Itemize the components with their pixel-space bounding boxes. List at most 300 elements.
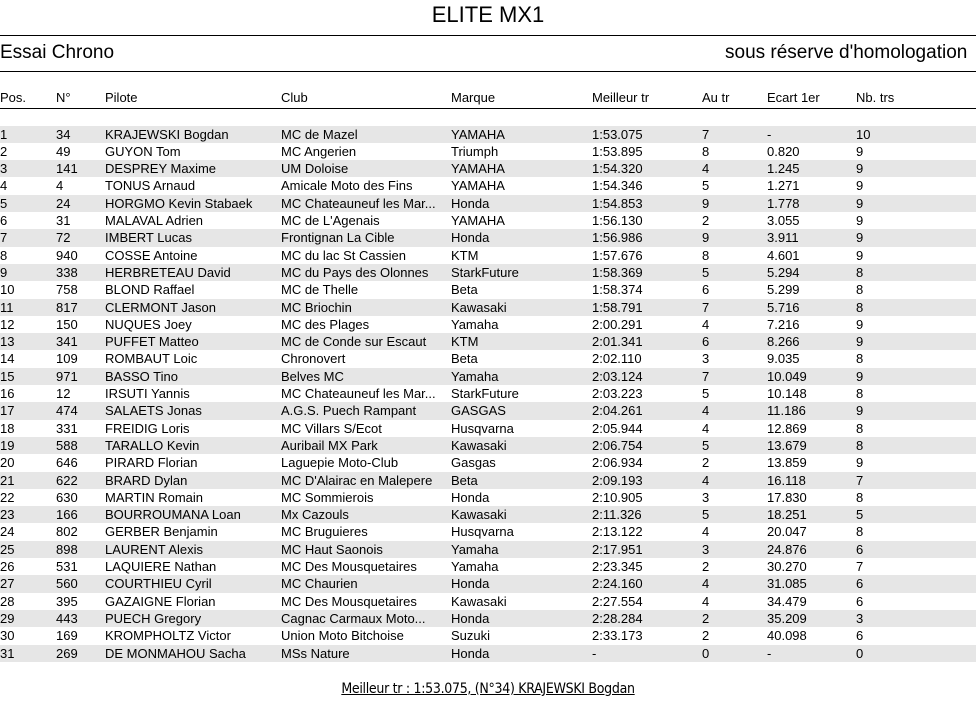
cell-pilot: BASSO Tino	[105, 368, 178, 384]
cell-pos: 17	[0, 403, 15, 419]
cell-brand: Husqvarna	[451, 420, 514, 436]
cell-num: 141	[56, 161, 78, 177]
cell-pos: 14	[0, 351, 15, 367]
cell-laps: 8	[856, 437, 864, 453]
best-lap-summary	[0, 680, 976, 697]
cell-num: 12	[56, 386, 71, 401]
table-row	[0, 316, 976, 333]
cell-pos: 6	[0, 213, 8, 228]
cell-lap: 2	[702, 455, 710, 471]
cell-gap: 0.820	[767, 143, 800, 159]
cell-pilot: GUYON Tom	[105, 143, 181, 159]
cell-num: 169	[56, 628, 78, 644]
cell-pos: 28	[0, 593, 15, 609]
cell-best: 1:54.346	[592, 178, 643, 194]
cell-brand: Honda	[451, 645, 490, 661]
cell-num: 758	[56, 282, 78, 298]
cell-laps: 9	[856, 161, 864, 177]
cell-lap: 4	[702, 472, 710, 488]
cell-num: 150	[56, 316, 78, 332]
cell-best: 2:23.345	[592, 559, 643, 574]
cell-gap: 1.245	[767, 161, 800, 177]
cell-laps: 8	[856, 386, 864, 401]
cell-lap: 4	[702, 420, 710, 436]
cell-gap: 1.271	[767, 178, 800, 194]
cell-brand: Kawasaki	[451, 437, 507, 453]
cell-club: MC du lac St Cassien	[281, 247, 406, 263]
session-name: Essai Chrono	[0, 42, 115, 63]
cell-num: 531	[56, 559, 78, 574]
cell-laps: 8	[856, 524, 864, 540]
header-pilot: Pilote	[105, 90, 138, 105]
cell-gap: 18.251	[767, 507, 807, 523]
cell-club: Auribail MX Park	[281, 437, 378, 453]
cell-brand: StarkFuture	[451, 386, 519, 401]
cell-club: Amicale Moto des Fins	[281, 178, 413, 194]
cell-pilot: LAQUIERE Nathan	[105, 559, 217, 574]
cell-lap: 3	[702, 351, 710, 367]
cell-best: -	[592, 645, 597, 661]
cell-brand: Honda	[451, 576, 490, 592]
cell-num: 34	[56, 126, 71, 142]
cell-club: MC Des Mousquetaires	[281, 593, 417, 609]
cell-club: MC Chaurien	[281, 576, 358, 592]
cell-lap: 5	[702, 178, 710, 194]
cell-club: Union Moto Bitchoise	[281, 628, 404, 644]
cell-num: 338	[56, 264, 78, 280]
cell-num: 940	[56, 247, 78, 263]
homologation-note: sous réserve d'homologation	[725, 42, 968, 63]
header-pos: Pos.	[0, 90, 27, 105]
cell-club: MC de Thelle	[281, 282, 359, 298]
cell-num: 269	[56, 645, 78, 661]
cell-pos: 25	[0, 541, 15, 557]
cell-best: 2:33.173	[592, 628, 643, 644]
cell-gap: 10.148	[767, 386, 807, 401]
cell-gap: 10.049	[767, 368, 807, 384]
cell-pos: 19	[0, 437, 15, 453]
cell-lap: 5	[702, 386, 710, 401]
cell-pilot: ROMBAUT Loic	[105, 351, 198, 367]
page-title: ELITE MX1	[431, 2, 545, 27]
cell-pilot: DESPREY Maxime	[105, 161, 217, 177]
table-row	[0, 627, 976, 644]
cell-best: 2:03.223	[592, 386, 643, 401]
cell-gap: 11.186	[767, 403, 806, 419]
cell-gap: 12.869	[767, 420, 807, 436]
table-row	[0, 126, 976, 143]
cell-club: Frontignan La Cible	[281, 230, 395, 246]
cell-laps: 9	[856, 316, 864, 332]
cell-club: MSs Nature	[281, 645, 350, 661]
cell-pos: 8	[0, 247, 8, 263]
table-row	[0, 160, 976, 177]
cell-best: 2:10.905	[592, 489, 643, 505]
cell-club: Cagnac Carmaux Moto...	[281, 610, 426, 626]
cell-num: 802	[56, 524, 78, 540]
table-row	[0, 350, 976, 367]
cell-pilot: PUFFET Matteo	[105, 334, 199, 350]
cell-best: 1:54.853	[592, 195, 643, 211]
cell-gap: 5.294	[767, 264, 800, 280]
header-best-lap: Meilleur tr	[592, 90, 650, 105]
cell-brand: Kawasaki	[451, 299, 507, 315]
header-club: Club	[281, 90, 308, 105]
table-row	[0, 385, 976, 402]
cell-pos: 30	[0, 628, 15, 644]
best-lap-text: Meilleur tr : 1:53.075, (N°34) KRAJEWSKI Bogdan	[341, 681, 635, 697]
cell-pos: 4	[0, 178, 8, 194]
cell-num: 109	[56, 351, 78, 367]
cell-club: MC du Pays des Olonnes	[281, 264, 429, 280]
cell-lap: 2	[702, 213, 710, 228]
table-row	[0, 489, 976, 506]
cell-lap: 4	[702, 576, 710, 592]
cell-club: MC Chateauneuf les Mar...	[281, 386, 436, 401]
cell-num: 331	[56, 420, 78, 436]
cell-lap: 4	[702, 524, 710, 540]
header-on-lap: Au tr	[702, 90, 730, 105]
cell-pilot: BOURROUMANA Loan	[105, 507, 241, 523]
cell-pos: 22	[0, 489, 15, 505]
cell-club: MC Haut Saonois	[281, 541, 383, 557]
cell-lap: 8	[702, 247, 710, 263]
table-row	[0, 472, 976, 489]
cell-brand: Husqvarna	[451, 524, 514, 540]
cell-gap: 3.911	[767, 230, 799, 246]
cell-best: 1:56.986	[592, 230, 643, 246]
cell-club: MC Angerien	[281, 143, 357, 159]
table-row	[0, 402, 976, 419]
cell-best: 1:58.374	[592, 282, 643, 298]
cell-brand: Suzuki	[451, 628, 491, 644]
cell-brand: KTM	[451, 247, 479, 263]
cell-pilot: GERBER Benjamin	[105, 524, 218, 540]
cell-num: 443	[56, 610, 78, 626]
cell-brand: StarkFuture	[451, 264, 519, 280]
cell-best: 2:02.110	[592, 351, 642, 367]
cell-club: MC des Plages	[281, 316, 370, 332]
cell-pilot: GAZAIGNE Florian	[105, 593, 216, 609]
table-row	[0, 523, 976, 540]
cell-pilot: DE MONMAHOU Sacha	[105, 645, 246, 661]
header-laps: Nb. trs	[856, 90, 895, 105]
cell-num: 898	[56, 541, 78, 557]
cell-gap: 20.047	[767, 524, 807, 540]
cell-num: 341	[56, 334, 78, 350]
cell-brand: Beta	[451, 282, 478, 298]
table-row	[0, 454, 976, 471]
cell-num: 31	[56, 213, 71, 228]
cell-best: 1:53.895	[592, 143, 643, 159]
cell-gap: 13.679	[767, 437, 807, 453]
cell-pos: 12	[0, 316, 15, 332]
cell-num: 630	[56, 489, 78, 505]
cell-lap: 3	[702, 489, 710, 505]
table-row	[0, 229, 976, 246]
table-row	[0, 143, 976, 160]
cell-pos: 10	[0, 282, 15, 298]
cell-pos: 21	[0, 472, 15, 488]
session-divider	[0, 71, 976, 72]
cell-pos: 9	[0, 264, 8, 280]
table-row	[0, 281, 976, 298]
cell-club: UM Doloise	[281, 161, 349, 177]
cell-brand: YAMAHA	[451, 161, 505, 177]
cell-gap: 16.118	[767, 472, 806, 488]
cell-best: 1:58.369	[592, 264, 643, 280]
cell-lap: 6	[702, 282, 710, 298]
header-divider	[0, 108, 976, 109]
cell-brand: YAMAHA	[451, 126, 505, 142]
cell-laps: 9	[856, 178, 864, 194]
cell-pilot: CLERMONT Jason	[105, 299, 217, 315]
table-row	[0, 541, 976, 558]
cell-brand: KTM	[451, 334, 479, 350]
cell-best: 2:04.261	[592, 403, 643, 419]
cell-pilot: PUECH Gregory	[105, 610, 202, 626]
cell-best: 2:00.291	[592, 316, 643, 332]
cell-lap: 0	[702, 645, 710, 661]
cell-best: 2:05.944	[592, 420, 643, 436]
cell-pilot: HORGMO Kevin Stabaek	[105, 195, 253, 211]
cell-club: MC Bruguieres	[281, 524, 368, 540]
cell-club: MC de Conde sur Escaut	[281, 334, 427, 350]
cell-gap: 40.098	[767, 628, 807, 644]
cell-club: MC Sommierois	[281, 489, 374, 505]
cell-pos: 27	[0, 576, 15, 592]
cell-pilot: BLOND Raffael	[105, 282, 195, 298]
cell-gap: 35.209	[767, 610, 807, 626]
cell-pos: 16	[0, 386, 15, 401]
cell-gap: 17.830	[767, 489, 807, 505]
cell-pos: 5	[0, 195, 8, 211]
cell-best: 2:06.934	[592, 455, 643, 471]
cell-num: 72	[56, 230, 71, 246]
cell-pilot: IMBERT Lucas	[105, 230, 192, 246]
table-row	[0, 610, 976, 627]
cell-pilot: TARALLO Kevin	[105, 437, 200, 453]
cell-laps: 9	[856, 195, 864, 211]
cell-num: 971	[56, 368, 78, 384]
table-row	[0, 575, 976, 592]
cell-brand: GASGAS	[451, 403, 506, 419]
cell-brand: Yamaha	[451, 316, 499, 332]
cell-club: MC Briochin	[281, 299, 352, 315]
cell-gap: -	[767, 126, 772, 142]
cell-pos: 20	[0, 455, 15, 471]
cell-pos: 2	[0, 143, 8, 159]
table-row	[0, 299, 976, 316]
cell-pos: 1	[0, 126, 8, 142]
cell-club: A.G.S. Puech Rampant	[281, 403, 417, 419]
cell-num: 395	[56, 593, 78, 609]
cell-gap: 34.479	[767, 593, 807, 609]
cell-pilot: NUQUES Joey	[105, 316, 192, 332]
table-row	[0, 593, 976, 610]
cell-pilot: PIRARD Florian	[105, 455, 198, 471]
cell-club: MC Chateauneuf les Mar...	[281, 195, 436, 211]
cell-pilot: LAURENT Alexis	[105, 541, 204, 557]
cell-brand: Honda	[451, 610, 490, 626]
table-row	[0, 212, 976, 229]
cell-brand: Honda	[451, 489, 490, 505]
cell-gap: -	[767, 645, 772, 661]
cell-pos: 13	[0, 334, 15, 350]
cell-pos: 3	[0, 161, 8, 177]
cell-pos: 11	[0, 299, 14, 315]
cell-club: MC D'Alairac en Malepere	[281, 472, 433, 488]
cell-laps: 0	[856, 645, 864, 661]
cell-laps: 7	[856, 559, 864, 574]
cell-laps: 9	[856, 455, 864, 471]
cell-gap: 8.266	[767, 334, 800, 350]
cell-best: 1:58.791	[592, 299, 643, 315]
cell-pos: 15	[0, 368, 15, 384]
header-num: N°	[56, 90, 71, 105]
cell-lap: 4	[702, 161, 710, 177]
cell-club: Mx Cazouls	[281, 507, 349, 523]
cell-pilot: HERBRETEAU David	[105, 264, 231, 280]
cell-lap: 2	[702, 559, 710, 574]
cell-pilot: MALAVAL Adrien	[105, 213, 204, 228]
header-gap: Ecart 1er	[767, 90, 820, 105]
cell-pos: 26	[0, 559, 15, 574]
cell-laps: 9	[856, 334, 864, 350]
table-row	[0, 645, 976, 662]
cell-brand: Yamaha	[451, 541, 499, 557]
cell-laps: 8	[856, 420, 864, 436]
cell-gap: 24.876	[767, 541, 807, 557]
cell-club: Chronovert	[281, 351, 346, 367]
cell-lap: 3	[702, 541, 710, 557]
header-brand: Marque	[451, 90, 496, 105]
cell-lap: 4	[702, 593, 710, 609]
cell-laps: 6	[856, 541, 864, 557]
cell-laps: 6	[856, 593, 864, 609]
cell-best: 2:03.124	[592, 368, 643, 384]
cell-lap: 6	[702, 334, 710, 350]
cell-lap: 2	[702, 628, 710, 644]
cell-lap: 2	[702, 610, 710, 626]
cell-lap: 5	[702, 507, 710, 523]
cell-laps: 8	[856, 282, 864, 298]
cell-lap: 7	[702, 368, 710, 384]
cell-best: 2:01.341	[592, 334, 643, 350]
cell-brand: Honda	[451, 230, 490, 246]
cell-pilot: TONUS Arnaud	[105, 178, 196, 194]
cell-pilot: COSSE Antoine	[105, 247, 198, 263]
cell-laps: 9	[856, 213, 864, 228]
cell-laps: 5	[856, 507, 864, 523]
table-row	[0, 506, 976, 523]
cell-gap: 7.216	[767, 316, 800, 332]
cell-club: MC de Mazel	[281, 126, 358, 142]
cell-lap: 9	[702, 230, 710, 246]
cell-laps: 9	[856, 403, 864, 419]
cell-best: 2:06.754	[592, 437, 643, 453]
cell-brand: Beta	[451, 351, 478, 367]
cell-laps: 6	[856, 628, 864, 644]
table-row	[0, 333, 976, 350]
cell-best: 2:13.122	[592, 524, 643, 540]
cell-num: 474	[56, 403, 78, 419]
cell-pos: 29	[0, 610, 15, 626]
cell-lap: 9	[702, 195, 710, 211]
cell-laps: 8	[856, 351, 864, 367]
cell-club: Belves MC	[281, 368, 344, 384]
cell-pilot: COURTHIEU Cyril	[105, 576, 212, 592]
cell-num: 49	[56, 143, 71, 159]
cell-laps: 8	[856, 299, 864, 315]
cell-gap: 9.035	[767, 351, 800, 367]
cell-club: MC de L'Agenais	[281, 213, 380, 228]
table-row	[0, 195, 976, 212]
cell-laps: 10	[856, 126, 871, 142]
cell-best: 1:57.676	[592, 247, 643, 263]
cell-laps: 9	[856, 368, 864, 384]
cell-num: 560	[56, 576, 78, 592]
cell-pilot: FREIDIG Loris	[105, 420, 190, 436]
cell-gap: 13.859	[767, 455, 807, 471]
cell-best: 1:53.075	[592, 126, 643, 142]
cell-gap: 4.601	[767, 247, 800, 263]
cell-best: 2:27.554	[592, 593, 643, 609]
cell-laps: 9	[856, 230, 864, 246]
table-header	[0, 90, 976, 106]
cell-num: 588	[56, 437, 78, 453]
cell-brand: Beta	[451, 472, 478, 488]
cell-pilot: SALAETS Jonas	[105, 403, 202, 419]
cell-best: 2:11.326	[592, 507, 642, 523]
cell-lap: 4	[702, 316, 710, 332]
cell-best: 1:56.130	[592, 213, 643, 228]
cell-brand: Yamaha	[451, 559, 499, 574]
cell-lap: 4	[702, 403, 710, 419]
cell-brand: Yamaha	[451, 368, 499, 384]
cell-num: 817	[56, 299, 78, 315]
cell-lap: 5	[702, 437, 710, 453]
cell-num: 24	[56, 195, 71, 211]
table-row	[0, 264, 976, 281]
cell-best: 2:17.951	[592, 541, 643, 557]
cell-gap: 3.055	[767, 213, 800, 228]
cell-num: 646	[56, 455, 78, 471]
cell-brand: YAMAHA	[451, 213, 505, 228]
cell-best: 2:09.193	[592, 472, 643, 488]
title-divider	[0, 35, 976, 36]
table-row	[0, 420, 976, 437]
cell-gap: 5.299	[767, 282, 800, 298]
cell-best: 2:24.160	[592, 576, 643, 592]
cell-brand: Gasgas	[451, 455, 496, 471]
table-row	[0, 368, 976, 385]
cell-num: 166	[56, 507, 78, 523]
cell-lap: 7	[702, 126, 710, 142]
cell-club: MC Des Mousquetaires	[281, 559, 417, 574]
cell-pos: 23	[0, 507, 15, 523]
cell-lap: 5	[702, 264, 710, 280]
cell-best: 2:28.284	[592, 610, 643, 626]
table-row	[0, 177, 976, 194]
cell-lap: 7	[702, 299, 710, 315]
cell-pilot: KROMPHOLTZ Victor	[105, 628, 231, 644]
cell-pos: 24	[0, 524, 15, 540]
cell-gap: 5.716	[767, 299, 800, 315]
cell-brand: YAMAHA	[451, 178, 505, 194]
cell-gap: 30.270	[767, 559, 807, 574]
cell-pos: 31	[0, 645, 15, 661]
